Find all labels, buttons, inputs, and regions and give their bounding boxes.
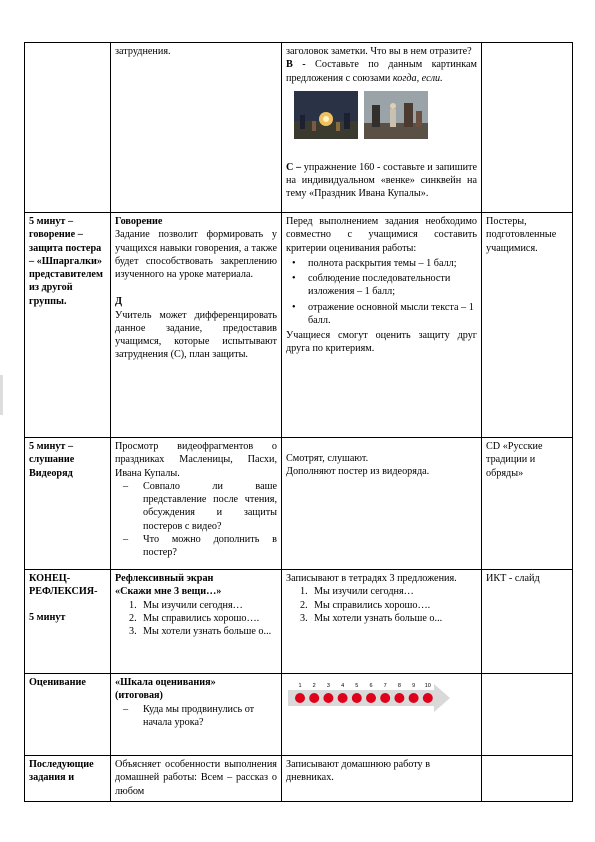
cell-text: заголовок заметки. Что вы в нем отразите? (286, 46, 472, 57)
scale-dot (394, 693, 404, 703)
scale-label: 5 (355, 683, 359, 689)
illustrations (294, 91, 477, 139)
scale-label: 9 (412, 683, 416, 689)
scale-dot (295, 693, 305, 703)
cell-students: Записывают домашнюю работу в дневниках. (282, 756, 482, 802)
scale-dot (409, 693, 419, 703)
cell-resources (482, 43, 573, 213)
lesson-plan-table (24, 42, 573, 802)
question-list (115, 480, 277, 560)
cell-stage: Последующие задания и (25, 756, 111, 802)
criteria-list (286, 257, 477, 327)
list-item: – Совпало ли ваше представление после чтения, обсуждения и защиты постеров с видео? (115, 480, 277, 533)
scale-label: 10 (424, 683, 431, 689)
list-item: • полнота раскрытия темы – 1 балл; (286, 257, 477, 270)
cell-stage: КОНЕЦ-РЕФЛЕКСИЯ- 5 минут (25, 570, 111, 674)
cell-students: Смотрят, слушают. Дополняют постер из видеоряда. (282, 438, 482, 570)
cell-students: Записывают в тетрадях 3 предложения. Мы изучили сегодня… Мы справились хорошо…. Мы хотели узнать больше о... (282, 570, 482, 674)
cell-stage (25, 43, 111, 213)
list-item: • соблюдение последовательности изложения – 1 балл; (286, 272, 477, 299)
task-b: В - Составьте по данным картинкам предложения с союзами когда, если. (286, 59, 477, 84)
cell-resources (482, 756, 573, 802)
cell-teacher: «Шкала оценивания» (итоговая) – Куда мы продвинулись от начала урока? (111, 674, 282, 756)
reflection-list (286, 585, 477, 625)
scale-label: 4 (341, 683, 345, 689)
cell-resources: ИКТ - слайд (482, 570, 573, 674)
cell-teacher (111, 43, 282, 213)
cell-students (282, 43, 482, 213)
cell-stage: 5 минут – говорение – защита постера – «Шпаргалки» представителем из другой группы. (25, 213, 111, 438)
list-item: Мы справились хорошо…. (143, 612, 260, 624)
scale-dot (423, 693, 433, 703)
festival-bonfire-painting (294, 91, 358, 139)
table-row (25, 674, 573, 756)
list-item: • отражение основной мысли текста – 1 балл. (286, 301, 477, 328)
list-item: Мы хотели узнать больше о... (143, 626, 272, 637)
cell-students (282, 674, 482, 756)
scale-label: 3 (326, 683, 330, 689)
cell-stage: Оценивание (25, 674, 111, 756)
list-item: Мы изучили сегодня… (143, 599, 243, 611)
table-row (25, 438, 573, 570)
scale-label: 6 (369, 683, 373, 689)
reflection-list (115, 599, 277, 639)
list-item: – Что можно дополнить в постер? (115, 533, 277, 560)
question-list (115, 703, 277, 730)
assessment-scale-arrow (286, 680, 452, 716)
scale-dot (352, 693, 362, 703)
cell-students: Перед выполнением задания необходимо совместно с учащимися составить критерии оценивания работы: • полнота раскрытия темы – 1 балл; • соблюдение последовательности изложения – 1 балл; • отражение основной мысли текста – 1 балл. Учащиеся смогут оценить защиту друг друга по критериям. (282, 213, 482, 438)
cell-teacher: Говорение Задание позволит формировать у учащихся навыки говорения, а также будет способствовать закреплению изученного на уроке материала. Д Учитель может дифференцировать данное задание, предоставив учащимся, которые испытывают затруднения (С), план защиты. (111, 213, 282, 438)
festival-crowd-painting (364, 91, 428, 139)
table-row (25, 756, 573, 802)
scale-dot (380, 693, 390, 703)
list-item: Мы хотели узнать больше о... (314, 612, 443, 624)
scale-label: 7 (383, 683, 387, 689)
list-item: Мы изучили сегодня… (314, 586, 414, 598)
table-row (25, 213, 573, 438)
cell-teacher: Рефлексивный экран «Скажи мне 3 вещи…» Мы изучили сегодня… Мы справились хорошо…. Мы хотели узнать больше о... (111, 570, 282, 674)
task-c: С – упражнение 160 - составьте и запишите на индивидуальном «венке» синквейн на тему «Праздник Ивана Купалы». (286, 161, 477, 200)
cell-teacher: Объясняет особенности выполнения домашней работы: Всем – рассказ о любом (111, 756, 282, 802)
scale-dot (309, 693, 319, 703)
cell-teacher: Просмотр видеофрагментов о праздниках Масленицы, Пасхи, Ивана Купалы. – Совпало ли ваше представление после чтения, обсуждения и защиты постеров с видео? – Что можно дополнить в постер? (111, 438, 282, 570)
page-edge-mark (0, 375, 3, 415)
scale-label: 1 (298, 683, 302, 689)
table-row (25, 43, 573, 213)
list-item: Мы справились хорошо…. (314, 599, 431, 611)
scale-dot (323, 693, 333, 703)
cell-stage: 5 минут – слушание Видеоряд (25, 438, 111, 570)
scale-label: 2 (312, 683, 316, 689)
scale-dot (338, 693, 348, 703)
cell-text: затруднения. (115, 46, 171, 57)
table-row (25, 570, 573, 674)
scale-label: 8 (397, 683, 401, 689)
cell-resources (482, 674, 573, 756)
scale-dot (366, 693, 376, 703)
list-item: – Куда мы продвинулись от начала урока? (115, 703, 277, 730)
cell-resources: Постеры, подготовленные учащимися. (482, 213, 573, 438)
cell-resources: CD «Русские традиции и обряды» (482, 438, 573, 570)
